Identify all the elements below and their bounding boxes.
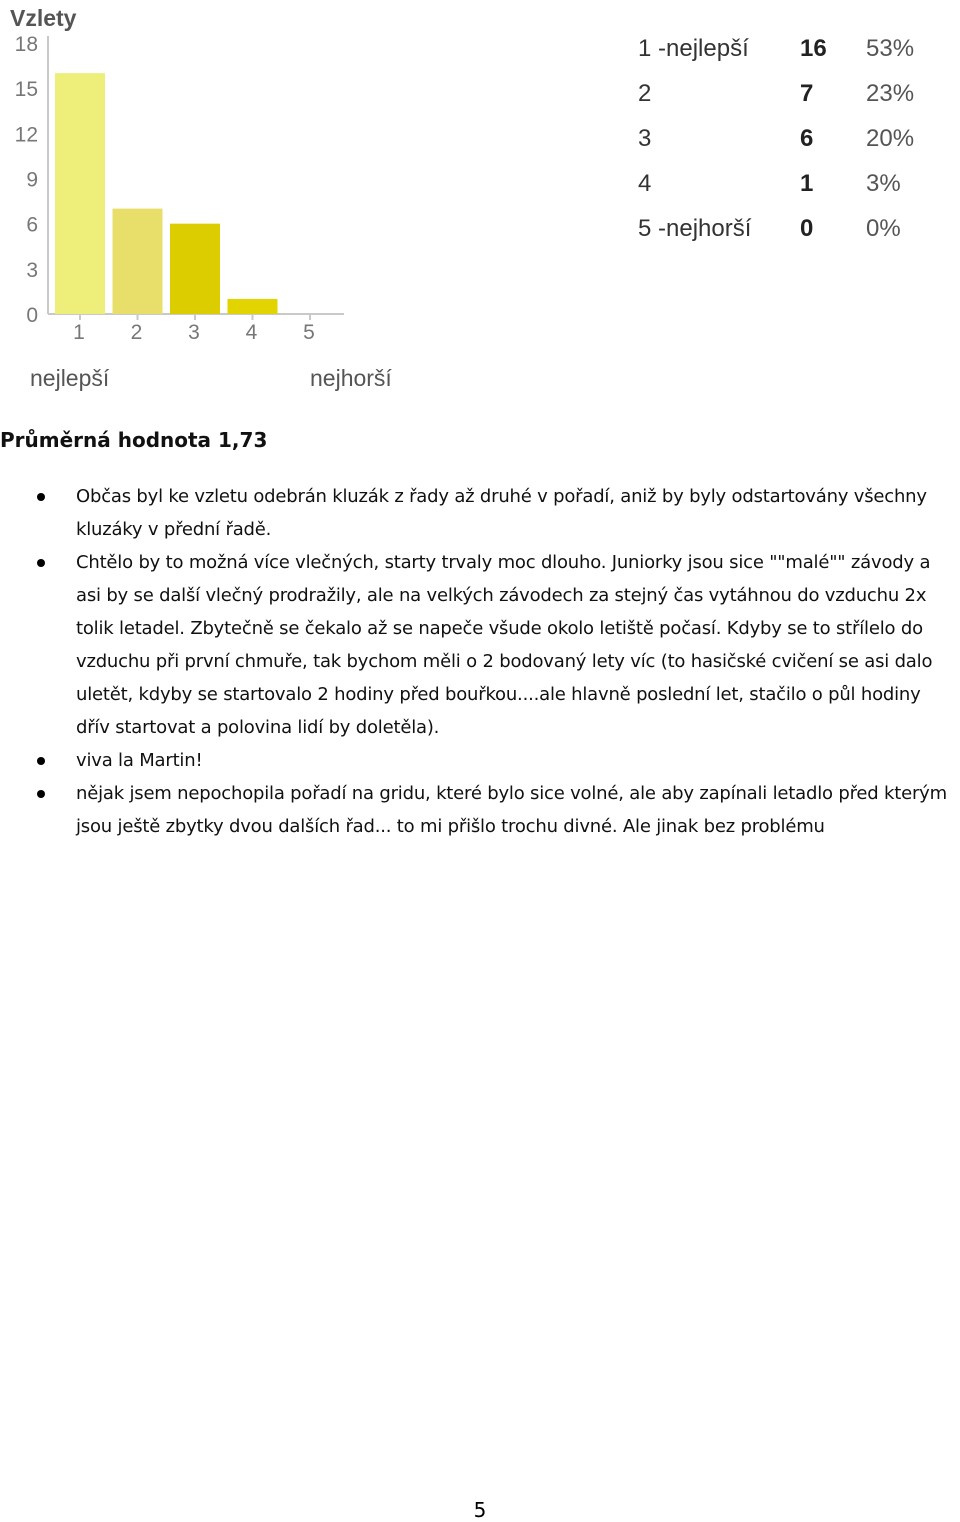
bullet-icon [37,757,45,765]
y-tick-label: 3 [26,258,38,282]
y-tick-label: 15 [14,78,38,102]
y-axis-ticks [15,33,38,327]
comment-text: viva la Martin! [76,750,203,771]
legend-count: 0 [800,215,814,242]
legend-label: 3 [638,125,652,152]
x-axis-ticks [73,314,315,344]
bullet-icon [37,559,45,567]
comment-item [0,546,960,744]
legend-count: 7 [800,80,814,107]
bar-2 [113,209,163,314]
x-tick-label: 3 [188,321,200,344]
y-tick-label: 6 [26,213,38,237]
legend-label: 2 [638,80,652,107]
comment-item [0,480,960,546]
legend-row [638,34,938,79]
bar-1 [55,73,105,314]
comment-item [0,777,960,843]
legend-pct: 20% [866,125,915,152]
legend-row [638,79,938,124]
comment-text: Chtělo by to možná více vlečných, starty trvaly moc dlouho. Juniorky jsou sice ""malé"" závody a asi by se další vlečný prodražily, ale na velkých závodech za stejný čas vytáhnou do vzduchu 2x tolik letadel. Zbytečně se čekalo až se napeče všude okolo letiště počasí. Kdyby se to střílelo do vzduchu při první chmuře, tak bychom měli o 2 bodovaný lety víc (to hasičské cvičení se asi dalo uletět, kdyby se startovalo 2 hodiny před bouřkou....ale hlavně poslední let, stačilo o půl hodiny dřív startovat a polovina lidí by doletěla). [76,552,933,738]
y-tick-label: 12 [14,123,38,147]
bars [55,73,278,314]
legend-pct: 53% [866,35,915,62]
comment-item [0,744,960,777]
legend-pct: 3% [866,170,901,197]
average-value: Průměrná hodnota 1,73 [0,428,268,452]
rating-legend [638,34,938,259]
x-tick-label: 1 [73,321,85,344]
bar-4 [228,299,278,314]
legend-pct: 23% [866,80,915,107]
chart-title: Vzlety [10,5,77,31]
legend-row [638,169,938,214]
x-tick-label: 2 [130,321,143,344]
legend-row [638,214,938,259]
page-number: 5 [473,1498,487,1522]
legend-label: 1 -nejlepší [638,35,749,62]
legend-count: 6 [800,125,814,152]
legend-pct: 0% [866,215,901,242]
y-tick-label: 0 [26,304,38,327]
x-label-best: nejlepší [30,365,110,391]
bullet-icon [37,493,45,501]
y-tick-label: 18 [14,33,38,56]
legend-count: 16 [800,35,827,62]
legend-label: 5 -nejhorší [638,215,752,242]
x-tick-label: 5 [303,321,315,344]
comment-text: nějak jsem nepochopila pořadí na gridu, které bylo sice volné, ale aby zapínali letadlo před kterým jsou ještě zbytky dvou dalších řad... to mi přišlo trochu divné. Ale jinak bez problému [76,783,947,837]
legend-label: 4 [638,170,652,197]
legend-count: 1 [800,170,814,197]
comment-text: Občas byl ke vzletu odebrán kluzák z řady až druhé v pořadí, aniž by byly odstartovány všechny kluzáky v přední řadě. [76,486,927,540]
bullet-icon [37,790,45,798]
x-tick-label: 4 [245,321,258,344]
comment-list [0,480,960,843]
bar-chart [0,0,420,400]
bar-3 [170,224,220,314]
legend-row [638,124,938,169]
y-tick-label: 9 [26,168,38,192]
x-label-worst: nejhorší [310,365,392,391]
